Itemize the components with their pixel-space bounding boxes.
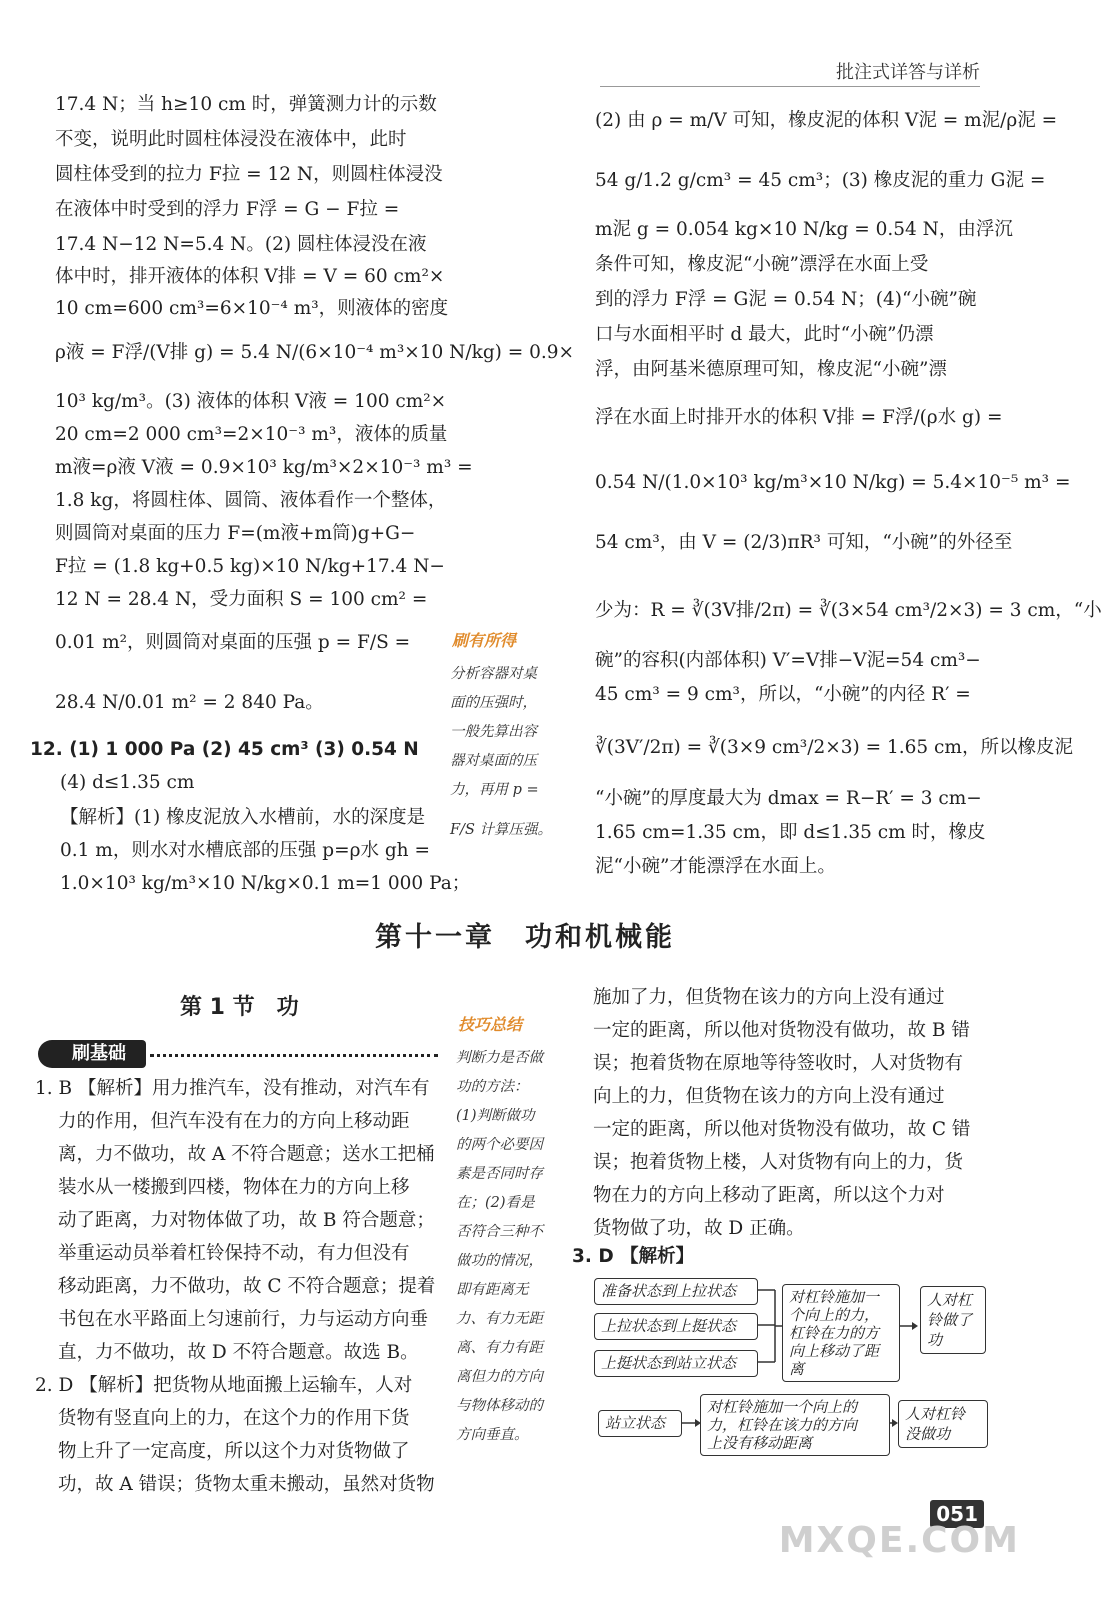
text-line: 移动距离，力不做功，故 C 不符合题意；提着 <box>58 1276 436 1297</box>
page-number: 051 <box>930 1500 984 1528</box>
text-line: 圆柱体受到的拉力 F拉 = 12 N，则圆柱体浸没 <box>55 164 443 185</box>
note-line: 分析容器对桌 <box>450 666 537 682</box>
note-line: 一般先算出容 <box>450 724 537 740</box>
text-line: 动了距离，力对物体做了功，故 B 符合题意； <box>58 1210 435 1231</box>
text-line: 17.4 N−12 N=5.4 N。(2) 圆柱体浸没在液 <box>55 234 427 255</box>
text-line: 泥“小碗”才能漂浮在水面上。 <box>595 856 836 877</box>
state-box-2: 上拉状态到上挺状态 <box>594 1313 758 1340</box>
text-line: 20 cm=2 000 cm³=2×10⁻³ m³，液体的质量 <box>55 424 448 445</box>
text-line: 1.8 kg，将圆柱体、圆筒、液体看作一个整体， <box>55 490 447 511</box>
note-line: (1)判断做功 <box>456 1108 535 1124</box>
note-line: 力、有力无距 <box>456 1311 543 1327</box>
note-title: 刷有所得 <box>452 631 517 650</box>
text-line: 误；抱着货物在原地等待签收时，人对货物有 <box>593 1053 964 1074</box>
no-work-box <box>898 1400 988 1448</box>
formula-line: 少为：R = ∛(3V排/2π) = ∛(3×54 cm³/2×3) = 3 cm，“小 <box>595 600 1102 621</box>
header-rule <box>600 86 980 87</box>
banner-label: 刷基础 <box>38 1040 146 1068</box>
text-line: 则圆筒对桌面的压力 F=(m液+m筒)g+G− <box>55 523 416 544</box>
box-line: 对杠铃施加一个向上的 <box>707 1398 858 1416</box>
text-line: 误；抱着货物上楼，人对货物有向上的力，货 <box>593 1152 964 1173</box>
analysis-line: 1.0×10³ kg/m³×10 N/kg×0.1 m=1 000 Pa； <box>60 873 471 894</box>
text-line: F拉 = (1.8 kg+0.5 kg)×10 N/kg+17.4 N− <box>55 556 445 577</box>
box-line: 人对杠铃 <box>905 1405 966 1423</box>
note-line: 离但力的方向 <box>456 1369 543 1385</box>
box-line: 力，杠铃在该力的方向 <box>707 1416 858 1434</box>
box-line: 没做功 <box>905 1425 951 1443</box>
note-line: 面的压强时， <box>450 695 537 711</box>
note-line: 力，再用 p = <box>450 782 539 798</box>
text-line: 12 N = 28.4 N，受力面积 S = 100 cm² = <box>55 589 428 610</box>
text-line: 向上的力，但货物在该力的方向上没有通过 <box>593 1086 945 1107</box>
chapter-title: 第十一章 功和机械能 <box>375 922 675 953</box>
text-line: 一定的距离，所以他对货物没有做功，故 B 错 <box>593 1020 970 1041</box>
watermark-text: MXQE.COM <box>778 1520 1020 1561</box>
note-line: 做功的情况， <box>456 1253 543 1269</box>
text-line: “小碗”的厚度最大为 dmax = R−R′ = 3 cm− <box>595 788 982 809</box>
note-line: 素是否同时存 <box>456 1166 543 1182</box>
note-line: 判断力是否做 <box>456 1050 543 1066</box>
text-line: 施加了力，但货物在该力的方向上没有通过 <box>593 987 945 1008</box>
text-line: 货物有竖直向上的力，在这个力的作用下货 <box>58 1408 410 1429</box>
box-line: 上没有移动距离 <box>707 1434 813 1452</box>
box-line: 功 <box>927 1331 943 1349</box>
note-line: 与物体移动的 <box>456 1398 543 1414</box>
answer-12: 12. (1) 1 000 Pa (2) 45 cm³ (3) 0.54 N <box>30 739 419 760</box>
note-line: 否符合三种不 <box>456 1224 543 1240</box>
text-line: 离，力不做功，故 A 不符合题意；送水工把桶 <box>58 1144 435 1165</box>
box-line: 人对杠 <box>927 1291 973 1309</box>
text-line: 不变，说明此时圆柱体浸没在液体中，此时 <box>55 129 407 150</box>
answer-2: 2. D 【解析】把货物从地面搬上运输车，人对 <box>35 1375 413 1396</box>
text-line: 物在力的方向上移动了距离，所以这个力对 <box>593 1185 945 1206</box>
box-line: 杠铃在力的方 <box>789 1324 880 1342</box>
formula-line: ∛(3V′/2π) = ∛(3×9 cm³/2×3) = 1.65 cm，所以橡皮泥 <box>595 737 1073 758</box>
text-line: 装水从一楼搬到四楼，物体在力的方向上移 <box>58 1177 410 1198</box>
answer-1: 1. B 【解析】用力推汽车，没有推动，对汽车有 <box>35 1078 430 1099</box>
formula-line: 0.54 N/(1.0×10³ kg/m³×10 N/kg) = 5.4×10⁻⁵ m³ = <box>595 472 1071 493</box>
box-line: 对杠铃施加一 <box>789 1288 880 1306</box>
note-line: 即有距离无 <box>456 1282 529 1298</box>
box-line: 铃做了 <box>927 1311 973 1329</box>
formula-line: (2) 由 ρ = m/V 可知，橡皮泥的体积 V泥 = m泥/ρ泥 = <box>595 110 1058 131</box>
analysis-line: 【解析】(1) 橡皮泥放入水槽前，水的深度是 <box>60 807 426 828</box>
answer-12-d: (4) d≤1.35 cm <box>60 772 195 793</box>
text-line: 浮，由阿基米德原理可知，橡皮泥“小碗”漂 <box>595 359 947 380</box>
text-line: 条件可知，橡皮泥“小碗”漂浮在水面上受 <box>595 254 929 275</box>
work-done-box <box>920 1286 986 1354</box>
text-line: m液=ρ液 V液 = 0.9×10³ kg/m³×2×10⁻³ m³ = <box>55 457 473 478</box>
analysis-line: 0.1 m，则水对水槽底部的压强 p=ρ水 gh = <box>60 840 430 861</box>
formula-line: 28.4 N/0.01 m² = 2 840 Pa。 <box>55 692 324 713</box>
text-line: 书包在水平路面上匀速前行，力与运动方向垂 <box>58 1309 429 1330</box>
text-line: 10 cm=600 cm³=6×10⁻⁴ m³，则液体的密度 <box>55 298 449 319</box>
text-line: 货物做了功，故 D 正确。 <box>593 1218 805 1239</box>
banner-dots <box>150 1054 438 1057</box>
practice-banner <box>38 1040 438 1070</box>
text-line: 10³ kg/m³。(3) 液体的体积 V液 = 100 cm²× <box>55 391 447 412</box>
text-line: 45 cm³ = 9 cm³，所以，“小碗”的内径 R′ = <box>595 684 971 705</box>
text-line: 一定的距离，所以他对货物没有做功，故 C 错 <box>593 1119 971 1140</box>
text-line: 力的作用，但汽车没有在力的方向上移动距 <box>58 1111 410 1132</box>
text-line: 17.4 N；当 h≥10 cm 时，弹簧测力计的示数 <box>55 94 437 115</box>
header-title: 批注式详答与详析 <box>836 62 980 83</box>
formula-line: ρ液 = F浮/(V排 g) = 5.4 N/(6×10⁻⁴ m³×10 N/kg) = 0.9× <box>55 342 575 363</box>
text-line: 直，力不做功，故 D 不符合题意。故选 B。 <box>58 1342 419 1363</box>
text-line: m泥 g = 0.054 kg×10 N/kg = 0.54 N，由浮沉 <box>595 219 1013 240</box>
text-line: 举重运动员举着杠铃保持不动，有力但没有 <box>58 1243 410 1264</box>
text-line: 功，故 A 错误；货物太重未搬动，虽然对货物 <box>58 1474 435 1495</box>
note-title: 技巧总结 <box>458 1015 523 1034</box>
note-line: 方向垂直。 <box>456 1427 529 1443</box>
stand-state-box: 站立状态 <box>598 1410 682 1437</box>
text-line: 在液体中时受到的浮力 F浮 = G − F拉 = <box>55 199 400 220</box>
note-line: 在；(2)看是 <box>456 1195 535 1211</box>
force-no-move-box <box>700 1394 890 1456</box>
formula-line: 54 cm³，由 V = (2/3)πR³ 可知，“小碗”的外径至 <box>595 532 1013 553</box>
note-line: 器对桌面的压 <box>450 753 537 769</box>
state-box-1: 准备状态到上拉状态 <box>594 1278 758 1305</box>
text-line: 体中时，排开液体的体积 V排 = V = 60 cm²× <box>55 266 445 287</box>
formula-line: 0.01 m²，则圆筒对桌面的压强 p = F/S = <box>55 632 411 653</box>
box-line: 个向上的力， <box>789 1306 880 1324</box>
state-box-3: 上挺状态到站立状态 <box>594 1350 758 1377</box>
formula-line: 54 g/1.2 g/cm³ = 45 cm³；(3) 橡皮泥的重力 G泥 = <box>595 170 1046 191</box>
formula-line: 浮在水面上时排开水的体积 V排 = F浮/(ρ水 g) = <box>595 407 1003 428</box>
text-line: 碗”的容积(内部体积) V′=V排−V泥=54 cm³− <box>595 650 981 671</box>
answer-3: 3. D 【解析】 <box>572 1246 695 1267</box>
text-line: 口与水面相平时 d 最大，此时“小碗”仍漂 <box>595 324 934 345</box>
text-line: 1.65 cm=1.35 cm，即 d≤1.35 cm 时，橡皮 <box>595 822 986 843</box>
box-line: 向上移动了距离 <box>789 1342 880 1378</box>
note-line: 离、有力有距 <box>456 1340 543 1356</box>
note-line: 功的方法： <box>456 1079 529 1095</box>
section-title: 第 1 节 功 <box>180 995 299 1020</box>
note-line: 的两个必要因 <box>456 1137 543 1153</box>
force-moves-box <box>782 1284 900 1382</box>
text-line: 到的浮力 F浮 = G泥 = 0.54 N；(4)“小碗”碗 <box>595 289 977 310</box>
note-line: F/S 计算压强。 <box>450 822 552 838</box>
text-line: 物上升了一定高度，所以这个力对货物做了 <box>58 1441 410 1462</box>
